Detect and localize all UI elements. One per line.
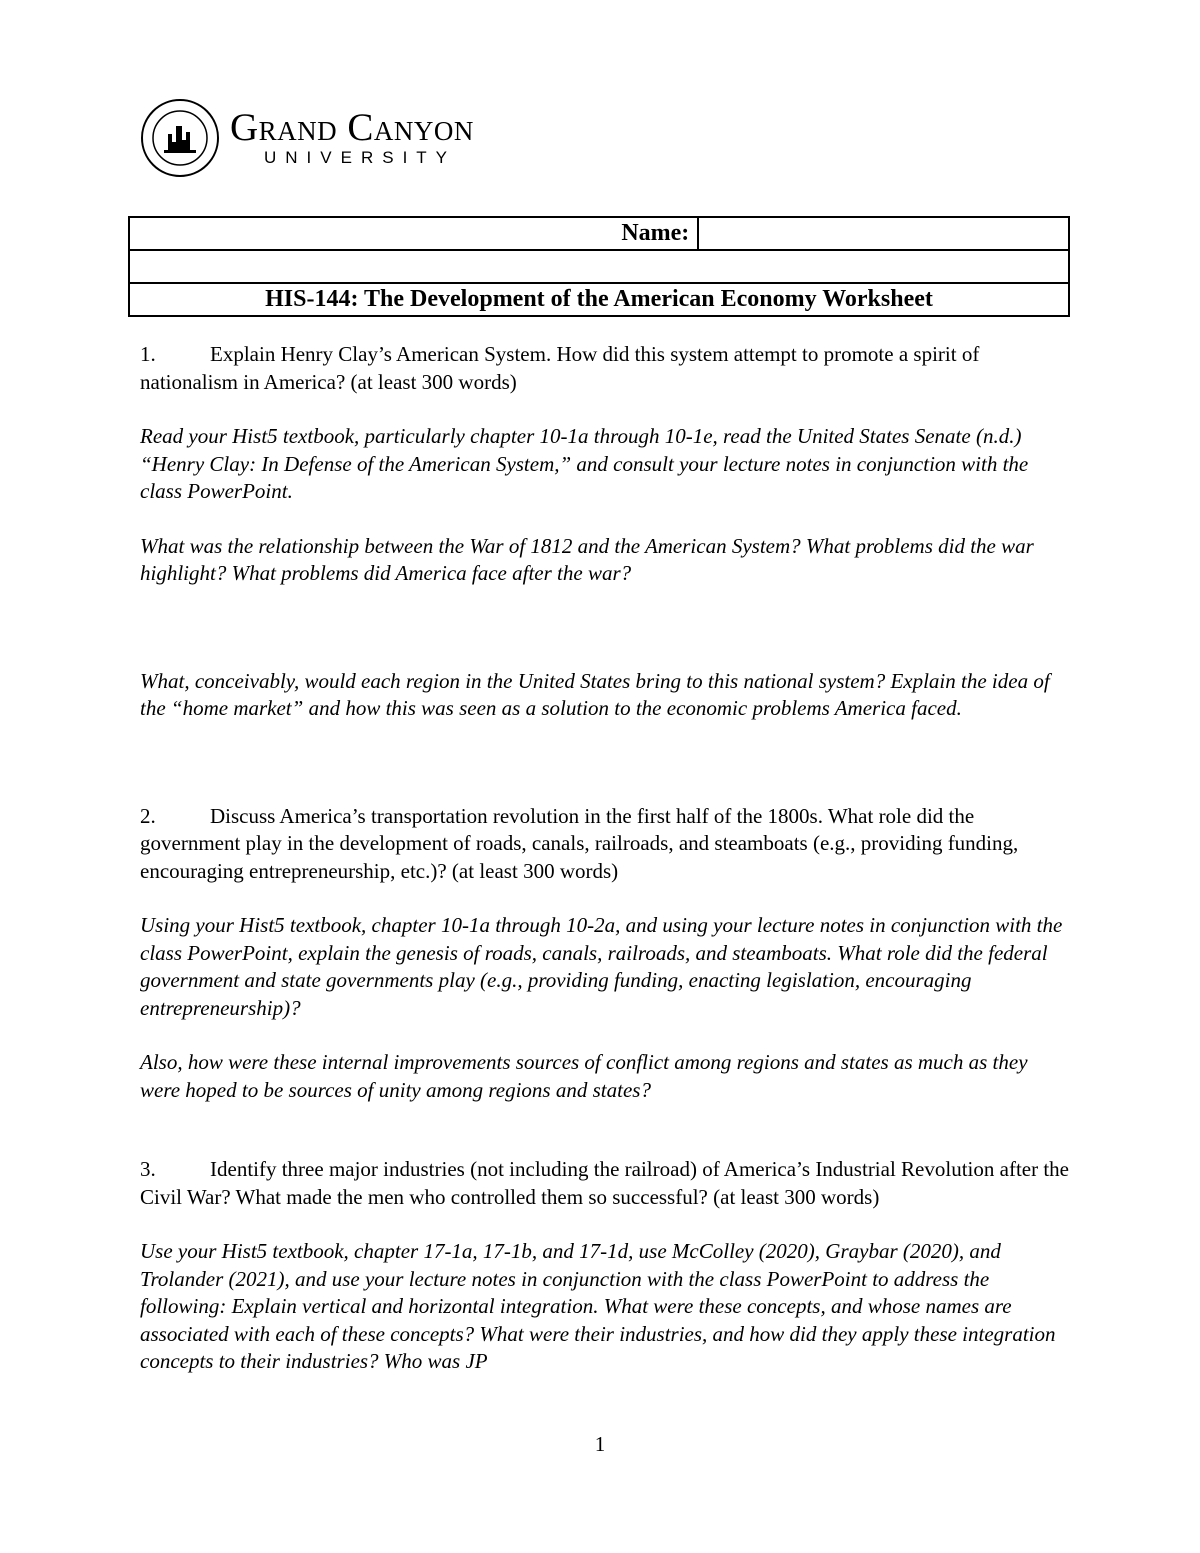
question-1 [140,341,1070,396]
question-number: 1. [140,342,156,366]
question-1-note-3: What, conceivably, would each region in the United States bring to this national system? Explain the idea of the “home market” and how this was seen as a solution to the economic problems America faced. [140,668,1050,720]
question-1-note-2: What was the relationship between the War of 1812 and the American System? What problems did the war highlight? What problems did America face after the war? [140,533,1034,585]
question-number: 3. [140,1157,156,1181]
university-logo [140,98,474,178]
worksheet-body [140,341,1070,1376]
question-2-note-2: Also, how were these internal improvements sources of conflict among regions and states as much as they were hoped to be sources of unity among regions and states? [140,1050,1028,1102]
name-label: Name: [129,217,698,250]
page-number: 1 [594,1432,606,1456]
logo-subtitle: UNIVERSITY [264,148,457,167]
worksheet-title: HIS-144: The Development of the American Economy Worksheet [129,283,1069,316]
question-2-note-1: Using your Hist5 textbook, chapter 10-1a through 10-2a, and using your lecture notes in conjunction with the class PowerPoint, explain the genesis of roads, canals, railroads, and steamboats. What role did the federal government and state governments play (e.g., providing funding, enacting legislation, encouraging entrepreneurship)? [140,913,1063,1020]
question-3 [140,1156,1070,1211]
question-text: Identify three major industries (not including the railroad) of America’s Industrial Revolution after the Civil War? What made the men who controlled them so successful? (at least 300 words) [140,1157,1070,1209]
question-2 [140,803,1070,886]
question-3-note-1: Use your Hist5 textbook, chapter 17-1a, 17-1b, and 17-1d, use McColley (2020), Graybar (2020), and Trolander (2021), and use your lecture notes in conjunction with the class PowerPoint to address the following: Explain vertical and horizontal integration. What were these concepts, and whose names are associated with each of these concepts? What were their industries, and how did they apply these integration concepts to their industries? Who was JP [140,1239,1056,1373]
question-number: 2. [140,803,156,828]
question-text: Explain Henry Clay’s American System. How did this system attempt to promote a spirit of nationalism in America? (at least 300 words) [140,342,980,394]
name-field[interactable] [698,217,1069,250]
university-seal-icon [140,98,220,178]
question-1-note-1: Read your Hist5 textbook, particularly chapter 10-1a through 10-1e, read the United States Senate (n.d.) “Henry Clay: In Defense of the American System,” and consult your lecture notes in conjunction with the class PowerPoint. [140,424,1029,503]
blank-row [129,250,1069,283]
logo-name: Grand Canyon [230,106,474,149]
worksheet-header-table [128,216,1070,317]
question-text: Discuss America’s transportation revolution in the first half of the 1800s. What role did the government play in the development of roads, canals, railroads, and steamboats (e.g., providing funding, encouraging entrepreneurship, etc.)? (at least 300 words) [140,803,1019,883]
